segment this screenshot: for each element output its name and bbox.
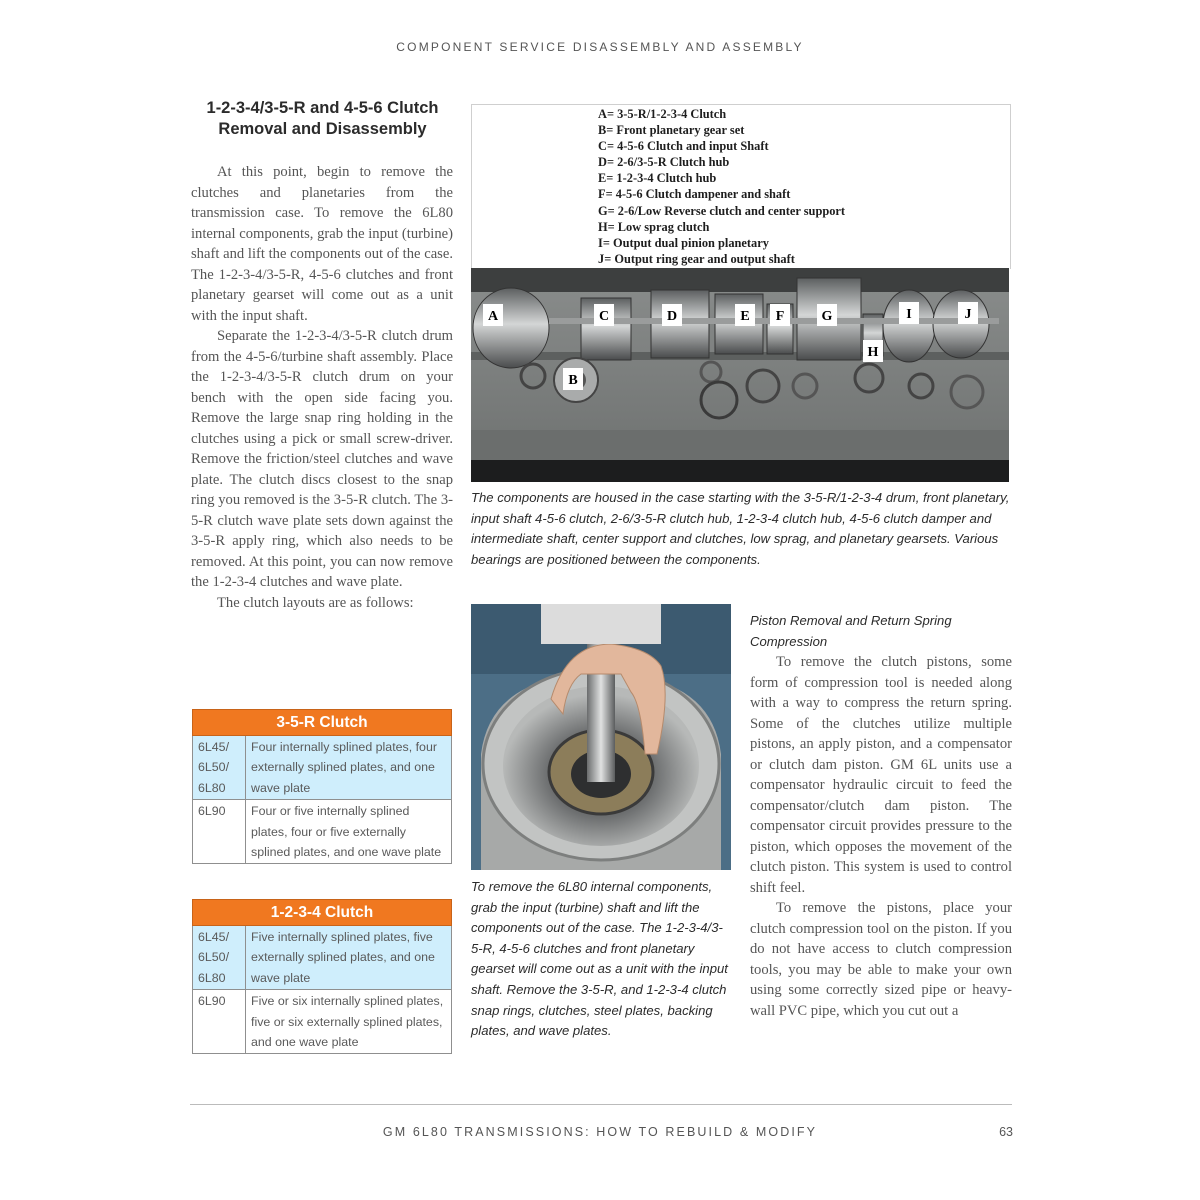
legend-item: E= 1-2-3-4 Clutch hub	[598, 171, 717, 186]
paragraph: Separate the 1-2-3-4/3-5-R clutch drum from the 4-5-6/turbine shaft assembly. Place the 1-2-3-4/3-5-R clutch drum on your bench with the open side facing you. Remove the large snap ring holding in the clutches using a pick or small screw-driver. Remove the friction/steel clutches and wave plate. The clutch discs closest to the snap ring you removed is the 3-5-R clutch. The 3-5-R clutch wave plate sets down against the 3-5-R apply ring, which also needs to be removed. At this point, you can now remove the 1-2-3-4 clutches and wave plate.	[191, 328, 453, 590]
svg-text:J: J	[964, 307, 972, 322]
legend-item: B= Front planetary gear set	[598, 123, 745, 138]
svg-text:D: D	[666, 309, 678, 324]
photo-label-j	[958, 302, 978, 324]
legend-item: F= 4-5-6 Clutch dampener and shaft	[598, 187, 791, 202]
photo-label-a	[483, 304, 503, 326]
component-legend	[471, 104, 1011, 269]
photo-label-g	[817, 304, 837, 326]
svg-text:I: I	[906, 307, 912, 322]
section-subhead: Piston Removal and Return Spring Compression	[750, 613, 952, 649]
table-title: 3-5-R Clutch	[193, 710, 452, 736]
paragraph: To remove the clutch pistons, some form of compression tool is needed along with a way to compress the return spring. Some of the clutches utilize multiple pistons, an apply piston, and a compensator or clutch dam piston. GM 6L units use a compensator hydraulic circuit to feed the compensator/clutch dam piston. The compensator circuit provides pressure to the piston, which opposes the movement of the clutch piston. This system is used to control shift feel.	[750, 654, 1012, 896]
paragraph: At this point, begin to remove the clutches and planetaries from the transmission case. To remove the 6L80 internal components, grab the input (turbine) shaft and lift the components out of the case. The 1-2-3-4/3-5-R, 4-5-6 clutches and front planetary gearset will come out as a unit with the input shaft.	[191, 164, 453, 324]
legend-list	[598, 106, 845, 267]
table-model-cell: 6L90	[193, 800, 246, 864]
left-body-text	[191, 162, 453, 613]
svg-text:H: H	[867, 345, 879, 360]
table-row	[193, 990, 452, 1054]
photo-label-h	[863, 340, 883, 362]
table-model-cell: 6L90	[193, 990, 246, 1054]
table-row	[193, 926, 452, 990]
legend-item: J= Output ring gear and output shaft	[598, 251, 795, 266]
section-title: 1-2-3-4/3-5-R and 4-5-6 Clutch Removal and Disassembly	[206, 99, 439, 138]
svg-text:E: E	[740, 309, 750, 324]
footer-rule	[190, 1104, 1012, 1105]
table-desc-cell: Five internally splined plates, five externally splined plates, and one wave plate	[246, 926, 452, 990]
paragraph: To remove the pistons, place your clutch compression tool on the piston. If you do not have access to clutch compression tools, you may be able to make your own using some correctly sized pipe or heavy-wall PVC pipe, which you cut out a	[750, 900, 1012, 1019]
right-body-text	[750, 652, 1012, 1021]
transmission-illustration	[471, 604, 731, 870]
photo-label-f	[770, 304, 790, 326]
svg-text:C: C	[598, 309, 610, 324]
svg-text:G: G	[821, 309, 833, 324]
photo-label-d	[662, 304, 682, 326]
photo-label-c	[594, 304, 614, 326]
photo-label-e	[735, 304, 755, 326]
table-desc-cell: Four internally splined plates, four externally splined plates, and one wave plate	[246, 736, 452, 800]
legend-item: C= 4-5-6 Clutch and input Shaft	[598, 139, 769, 154]
running-head: COMPONENT SERVICE DISASSEMBLY AND ASSEMBLY	[396, 40, 804, 54]
footer-title: GM 6L80 TRANSMISSIONS: HOW TO REBUILD & MODIFY	[382, 1125, 818, 1139]
components-caption: The components are housed in the case starting with the 3-5-R/1-2-3-4 drum, front planetary, input shaft 4-5-6 clutch, 2-6/3-5-R clutch hub, 1-2-3-4 clutch hub, 4-5-6 clutch damper and intermediate shaft, center support and clutches, low sprag, and planetary gearsets. Various bearings are positioned between the components.	[471, 490, 1010, 567]
clutch-table-1-2-3-4	[192, 899, 452, 1054]
clutch-table-3-5-r	[192, 709, 452, 864]
table-row	[193, 800, 452, 864]
page-number: 63	[999, 1125, 1013, 1139]
legend-item: A= 3-5-R/1-2-3-4 Clutch	[598, 107, 727, 121]
svg-text:F: F	[775, 309, 785, 324]
components-photo	[471, 268, 1009, 482]
table-row	[193, 736, 452, 800]
legend-item: D= 2-6/3-5-R Clutch hub	[598, 155, 730, 170]
legend-item: H= Low sprag clutch	[598, 219, 710, 234]
table-title: 1-2-3-4 Clutch	[193, 900, 452, 926]
table-model-cell: 6L45/ 6L50/ 6L80	[193, 736, 246, 800]
svg-text:A: A	[487, 309, 499, 324]
table-desc-cell: Five or six internally splined plates, five or six externally splined plates, and one wave plate	[246, 990, 452, 1054]
photo-label-b	[563, 368, 583, 390]
photo-label-i	[899, 302, 919, 324]
paragraph: The clutch layouts are as follows:	[217, 594, 414, 611]
svg-text:B: B	[568, 373, 578, 388]
table-model-cell: 6L45/ 6L50/ 6L80	[193, 926, 246, 990]
legend-item: I= Output dual pinion planetary	[598, 235, 769, 250]
transmission-photo	[471, 604, 731, 870]
legend-item: G= 2-6/Low Reverse clutch and center support	[598, 203, 846, 218]
transmission-caption: To remove the 6L80 internal components, grab the input (turbine) shaft and lift the components out of the case. The 1-2-3-4/3-5-R, 4-5-6 clutches and front planetary gearset will come out as a unit with the input shaft. Remove the 3-5-R, and 1-2-3-4 clutch snap rings, clutches, steel plates, backing plates, and wave plates.	[471, 879, 728, 1039]
components-illustration	[471, 268, 1009, 482]
table-desc-cell: Four or five internally splined plates, four or five externally splined plates, and one wave plate	[246, 800, 452, 864]
